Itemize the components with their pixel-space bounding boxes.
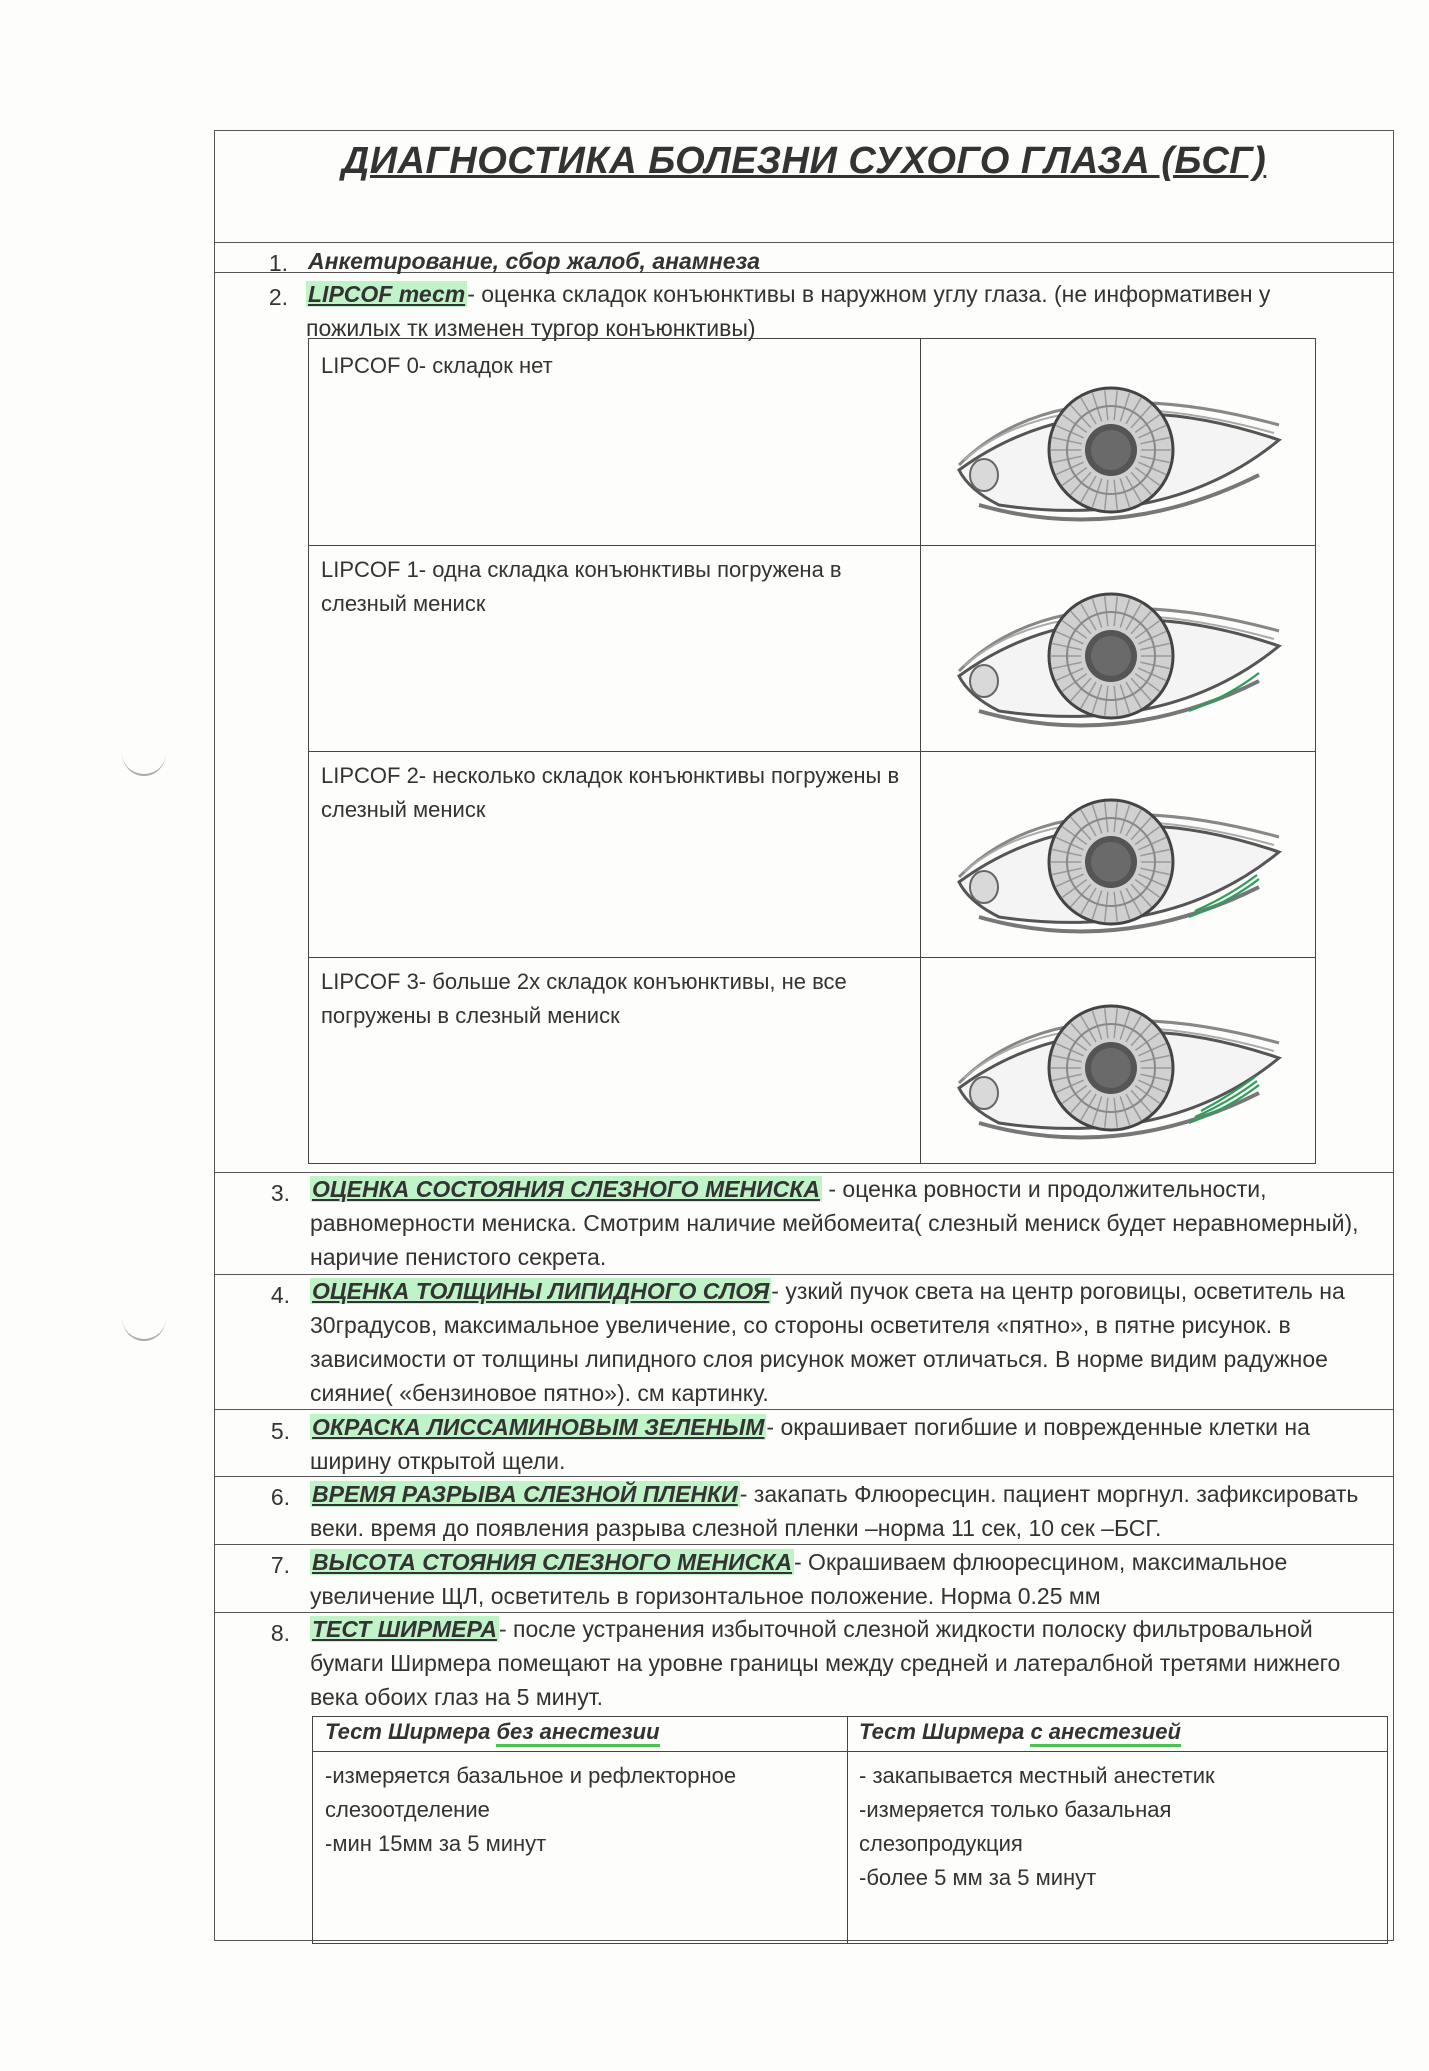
schirmer-table xyxy=(312,1716,1388,1944)
item-number: 6. xyxy=(270,1484,290,1510)
item-4-heading: ОЦЕНКА ТОЛЩИНЫ ЛИПИДНОГО СЛОЯ xyxy=(312,1278,770,1304)
item-2-body: - оценка складок конъюнктивы в наружном углу глаза. (не информативен у пожилых тк изменен тургор конъюнктивы) xyxy=(306,281,1271,341)
item-7-heading: ВЫСОТА СТОЯНИЯ СЛЕЗНОГО МЕНИСКА xyxy=(312,1549,792,1575)
punch-hole xyxy=(122,730,166,776)
item-6-heading: ВРЕМЯ РАЗРЫВА СЛЕЗНОЙ ПЛЕНКИ xyxy=(312,1481,738,1507)
page-title: ДИАГНОСТИКА БОЛЕЗНИ СУХОГО ГЛАЗА (БСГ) xyxy=(341,140,1267,182)
item-4-body: - узкий пучок света на центр роговицы, осветитель на 30градусов, максимальное увеличение, со стороны осветителя «пятно», в пятне рисунок. в зависимости от толщины липидного слоя рисунок может отличаться. В норме видим радужное сияние( «бензиновое пятно»). см картинку. xyxy=(310,1278,1345,1406)
item-2-text xyxy=(306,277,1366,345)
eye-illustration-lipcof-1 xyxy=(939,561,1299,741)
schirmer-col1-body: -измеряется базальное и рефлекторное слезоотделение -мин 15мм за 5 минут xyxy=(325,1763,737,1856)
item-3-text xyxy=(310,1172,1360,1274)
eye-drawing xyxy=(959,800,1279,932)
item-7-text xyxy=(310,1545,1380,1613)
item-number: 4. xyxy=(270,1282,290,1308)
item-1-text: Анкетирование, сбор жалоб, анамнеза xyxy=(308,248,761,274)
schirmer-col1-header: Тест Ширмера без анестезии xyxy=(325,1719,660,1745)
lipcof-table xyxy=(308,338,1316,1164)
lipcof-0-label: LIPCOF 0- складок нет xyxy=(321,353,553,378)
item-number: 5. xyxy=(270,1418,290,1444)
item-3-body: - оценка ровности и продолжительности, равномерности мениска. Смотрим наличие мейбомеита( слезный мениск будет неравномерный), наричие пенистого секрета. xyxy=(310,1176,1359,1270)
item-3-heading: ОЦЕНКА СОСТОЯНИЯ СЛЕЗНОГО МЕНИСКА xyxy=(312,1176,820,1202)
eye-illustration-lipcof-3 xyxy=(939,973,1299,1153)
item-7-body: - Окрашиваем флюоресцином, максимальное увеличение ЩЛ, осветитель в горизонтальное положение. Норма 0.25 мм xyxy=(310,1549,1288,1609)
eye-illustration-lipcof-2 xyxy=(939,767,1299,947)
item-number: 7. xyxy=(270,1552,290,1578)
item-8-heading: ТЕСТ ШИРМЕРА xyxy=(312,1616,497,1642)
eye-drawing xyxy=(959,388,1279,520)
item-number: 8. xyxy=(270,1620,290,1646)
lipcof-2-label: LIPCOF 2- несколько складок конъюнктивы погружены в слезный мениск xyxy=(321,763,900,822)
eye-drawing xyxy=(959,1006,1279,1138)
schirmer-col2-body: - закапывается местный анестетик -измеряется только базальная слезопродукция -более 5 мм за 5 минут xyxy=(859,1763,1215,1890)
item-5-body: - окрашивает погибшие и поврежденные клетки на ширину открытой щели. xyxy=(310,1414,1310,1474)
item-8-text xyxy=(310,1612,1385,1714)
lipcof-1-label: LIPCOF 1- одна складка конъюнктивы погружена в слезный мениск xyxy=(321,557,842,616)
item-number: 2. xyxy=(268,284,288,310)
item-number: 1. xyxy=(268,250,288,276)
item-5-text xyxy=(310,1410,1380,1478)
eye-drawing xyxy=(959,594,1279,726)
item-5-heading: ОКРАСКА ЛИССАМИНОВЫМ ЗЕЛЕНЫМ xyxy=(312,1414,765,1440)
item-2-heading: LIPCOF тест xyxy=(308,281,466,307)
lipcof-3-label: LIPCOF 3- больше 2х складок конъюнктивы, не все погружены в слезный мениск xyxy=(321,969,847,1028)
eye-illustration-lipcof-0 xyxy=(939,355,1299,535)
schirmer-col2-header: Тест Ширмера с анестезией xyxy=(859,1719,1181,1745)
item-number: 3. xyxy=(270,1180,290,1206)
item-8-body: - после устранения избыточной слезной жидкости полоску фильтровальной бумаги Ширмера помещают на уровне границы между средней и латералбной третями нижнего века обоих глаз на 5 минут. xyxy=(310,1616,1341,1710)
item-6-body: - закапать Флюоресцин. пациент моргнул. зафиксировать веки. время до появления разрыва слезной пленки –норма 11 сек, 10 сек –БСГ. xyxy=(310,1481,1359,1541)
item-4-text xyxy=(310,1274,1380,1410)
punch-hole xyxy=(122,1295,166,1341)
row-divider xyxy=(214,242,1394,243)
item-6-text xyxy=(310,1477,1385,1545)
